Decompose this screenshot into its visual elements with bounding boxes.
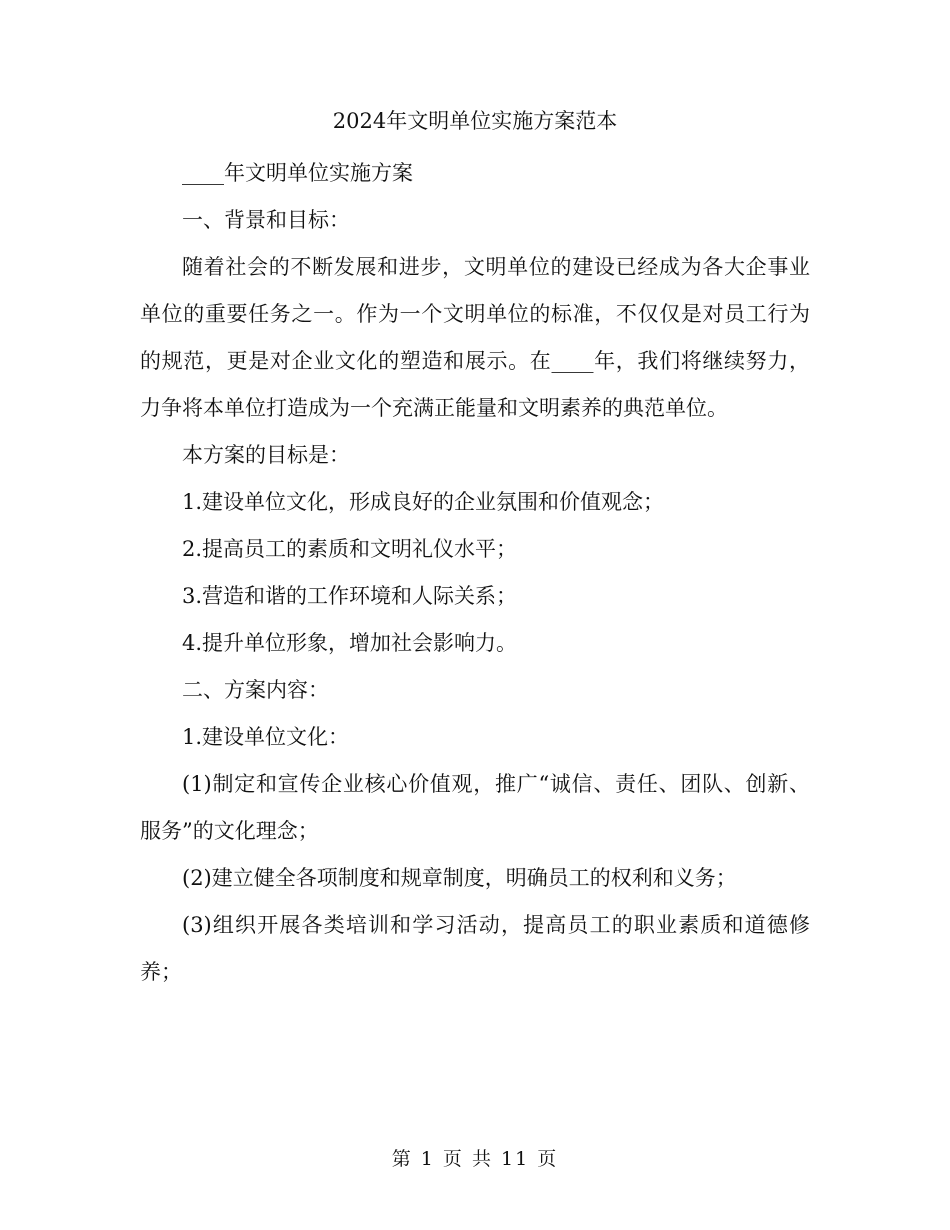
document-body	[140, 150, 810, 996]
page-footer: 第 1 页 共 11 页	[391, 1148, 559, 1170]
paragraph-content-item: (2)建立健全各项制度和规章制度，明确员工的权利和义务；	[182, 866, 737, 890]
paragraph-content-item: (3)组织开展各类培训和学习活动，提高员工的职业素质和道德修养；	[140, 913, 810, 984]
paragraph-goal-item: 1.建设单位文化，形成良好的企业氛围和价值观念；	[182, 490, 665, 514]
paragraph-content-item: (1)制定和宣传企业核心价值观，推广“诚信、责任、团队、创新、服务”的文化理念；	[140, 772, 810, 843]
paragraph-goals-intro: 本方案的目标是：	[182, 443, 350, 467]
paragraph-subheading: 1.建设单位文化：	[182, 725, 350, 749]
paragraph-section-heading: 一、背景和目标：	[182, 208, 350, 232]
document-title: 2024年文明单位实施方案范本	[332, 109, 618, 133]
paragraph-goal-item: 4.提升单位形象，增加社会影响力。	[182, 631, 518, 655]
paragraph-subtitle: ____年文明单位实施方案	[182, 161, 413, 185]
paragraph-background: 随着社会的不断发展和进步，文明单位的建设已经成为各大企事业单位的重要任务之一。作为一个文明单位的标准，不仅仅是对员工行为的规范，更是对企业文化的塑造和展示。在____年，我们将继续努力，力争将本单位打造成为一个充满正能量和文明素养的典范单位。	[140, 255, 810, 420]
paragraph-section-heading: 二、方案内容：	[182, 678, 329, 702]
paragraph-goal-item: 3.营造和谐的工作环境和人际关系；	[182, 584, 518, 608]
paragraph-goal-item: 2.提高员工的素质和文明礼仪水平；	[182, 537, 518, 561]
